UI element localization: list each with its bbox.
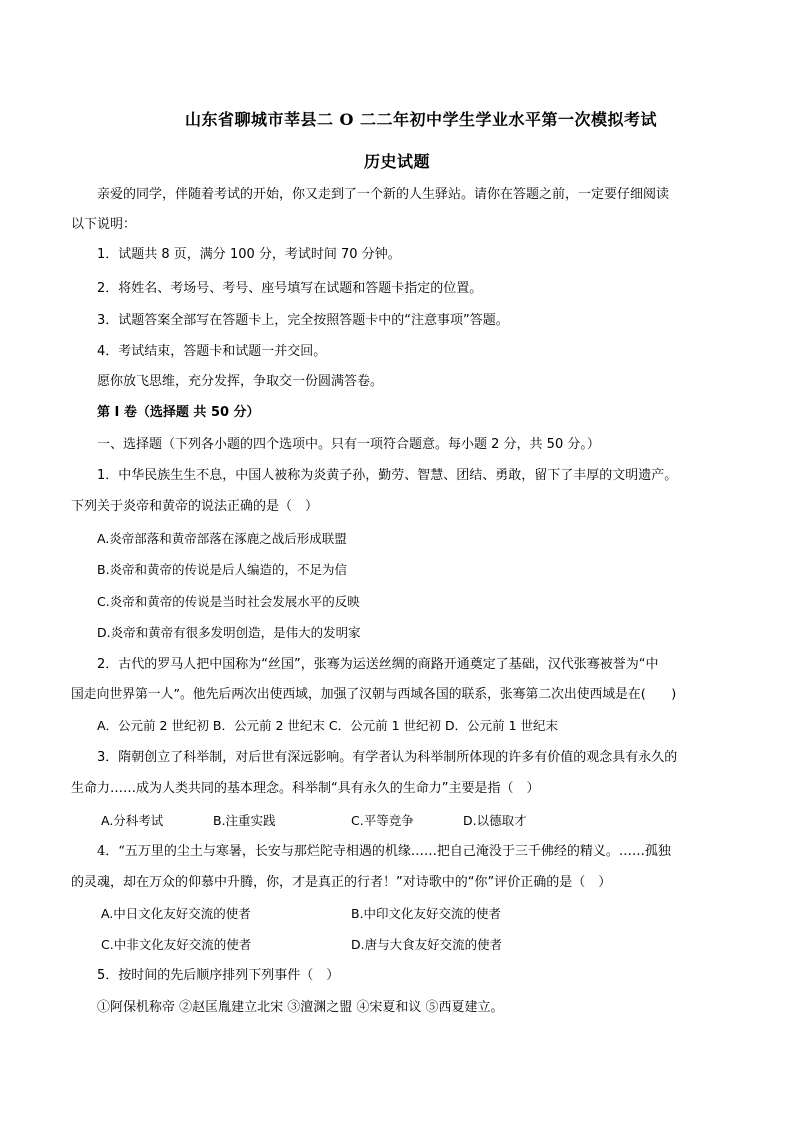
intro-note-2: 2．将姓名、考场号、考号、座号填写在试题和答题卡指定的位置。: [97, 281, 483, 296]
q5-stem: 5．按时间的先后顺序排列下列事件（ ）: [97, 968, 340, 983]
intro-note-3: 3．试题答案全部写在答题卡上，完全按照答题卡中的“注意事项”答题。: [97, 313, 509, 328]
exam-subtitle: 历史试题: [363, 152, 430, 171]
q1-stem-line2: 下列关于炎帝和黄帝的说法正确的是（ ）: [71, 499, 319, 514]
q4-stem-line1: 4．“五万里的尘土与寒暑，长安与那烂陀寺相遇的机缘……把自己淹没于三千佛经的精义。……孤独: [97, 844, 671, 859]
q3-option-b: B.注重实践: [213, 813, 276, 828]
intro-note-1: 1．试题共 8 页，满分 100 分，考试时间 70 分钟。: [97, 247, 401, 262]
q2-stem-line2: 国走向世界第一人”。他先后两次出使西域，加强了汉朝与西域各国的联系，张骞第二次出使西域是在( ): [71, 687, 677, 702]
q4-option-c: C.中非文化友好交流的使者: [101, 937, 252, 952]
q4-option-b: B.中印文化友好交流的使者: [351, 906, 502, 921]
q3-stem-line1: 3．隋朝创立了科举制，对后世有深远影响。有学者认为科举制所体现的许多有价值的观念具有永久的: [97, 750, 678, 765]
q2-options: A．公元前 2 世纪初 B．公元前 2 世纪末 C．公元前 1 世纪初 D．公元前 1 世纪末: [97, 718, 558, 733]
q2-stem-line1: 2．古代的罗马人把中国称为“丝国”，张骞为运送丝绸的商路开通奠定了基础，汉代张骞被誉为“中: [97, 657, 659, 672]
q1-stem-line1: 1．中华民族生生不息，中国人被称为炎黄子孙，勤劳、智慧、团结、勇敢，留下了丰厚的文明遗产。: [97, 468, 678, 483]
q5-items: ①阿保机称帝 ②赵匡胤建立北宋 ③澶渊之盟 ④宋夏和议 ⑤西夏建立。: [97, 1000, 504, 1015]
exam-title: 山东省聊城市莘县二 O 二二年初中学生学业水平第一次模拟考试: [184, 110, 658, 129]
section-instruction: 一、选择题（下列各小题的四个选项中。只有一项符合题意。每小题 2 分，共 50 分。）: [97, 437, 600, 452]
q1-option-b: B.炎帝和黄帝的传说是后人编造的，不足为信: [97, 562, 348, 577]
q4-option-a: A.中日文化友好交流的使者: [101, 906, 251, 921]
q4-option-d: D.唐与大食友好交流的使者: [351, 937, 503, 952]
q4-stem-line2: 的灵魂，却在万众的仰慕中升腾，你，才是真正的行者！”对诗歌中的“你”评价正确的是（ ）: [71, 875, 612, 890]
q1-option-c: C.炎帝和黄帝的传说是当时社会发展水平的反映: [97, 594, 360, 609]
intro-wish: 愿你放飞思维，充分发挥，争取交一份圆满答卷。: [97, 374, 384, 389]
q1-option-d: D.炎帝和黄帝有很多发明创造，是伟大的发明家: [97, 625, 361, 640]
q3-option-c: C.平等竞争: [351, 813, 414, 828]
q3-stem-line2: 生命力……成为人类共同的基本理念。科举制“具有永久的生命力”主要是指（ ）: [71, 781, 540, 796]
q3-option-d: D.以德取才: [463, 813, 527, 828]
intro-note-4: 4．考试结束，答题卡和试题一并交回。: [97, 344, 327, 359]
section-heading: 第 I 卷（选择题 共 50 分）: [97, 405, 260, 420]
q1-option-a: A.炎帝部落和黄帝部落在涿鹿之战后形成联盟: [97, 531, 347, 546]
intro-greeting-line1: 亲爱的同学，伴随着考试的开始，你又走到了一个新的人生驿站。请你在答题之前，一定要仔细阅读: [97, 187, 670, 202]
q3-option-a: A.分科考试: [101, 813, 164, 828]
intro-greeting-line2: 以下说明：: [71, 217, 137, 232]
